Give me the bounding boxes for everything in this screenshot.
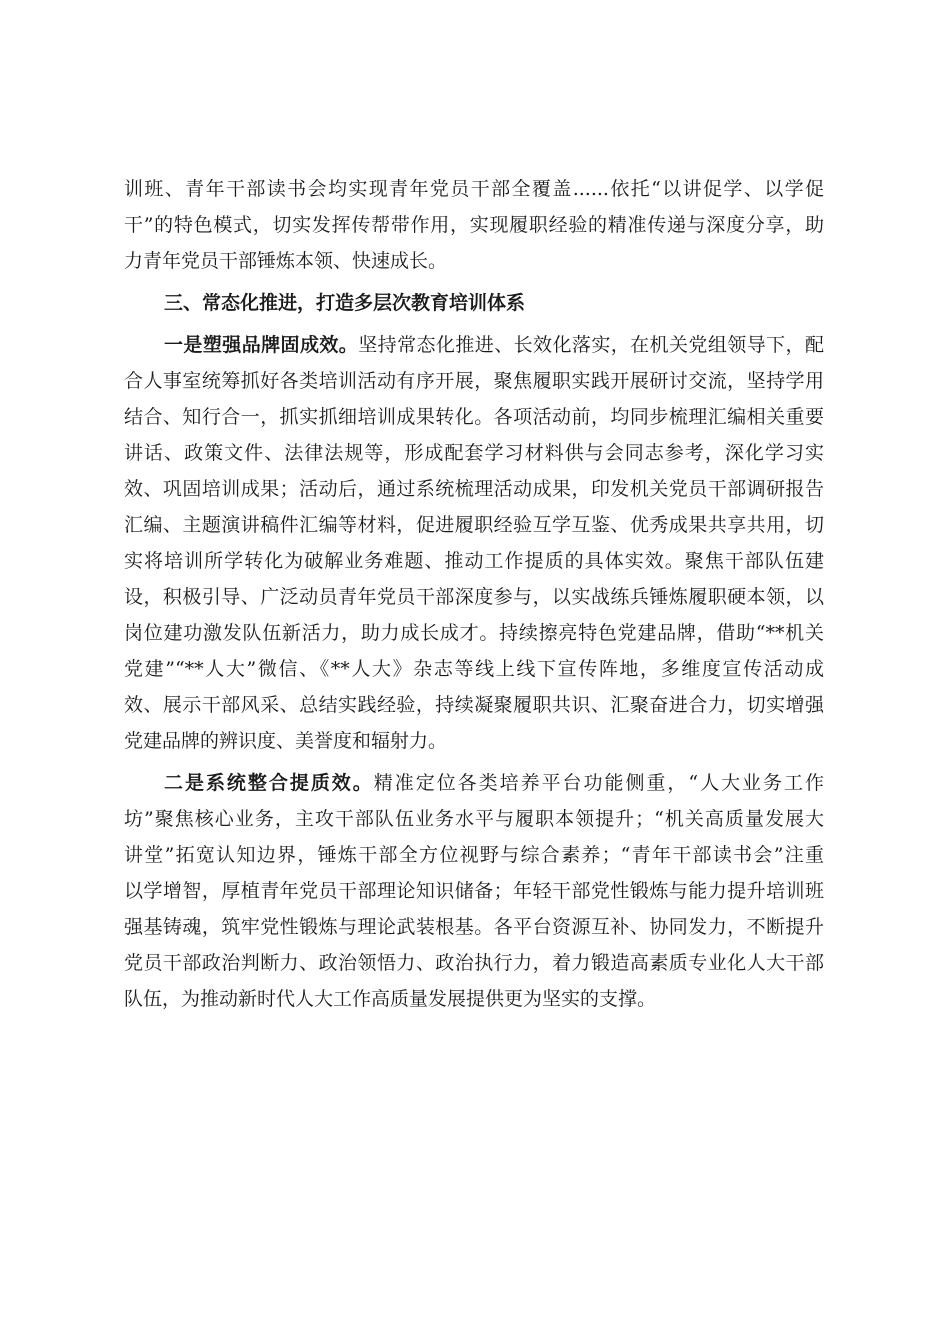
text-line: 力青年党员干部锤炼本领、快速成长。 xyxy=(124,250,448,272)
text-line: 效、展示干部风采、总结实践经验，持续凝聚履职共识、汇聚奋进合力，切实增强 xyxy=(124,694,824,716)
paragraph-first-line xyxy=(124,327,824,363)
paragraph-first-line-text: 精准定位各类培养平台功能侧重，“人大业务工作 xyxy=(373,772,824,794)
text-line: 岗位建功激发队伍新活力，助力成长成才。持续擦亮特色党建品牌，借助“**机关 xyxy=(124,622,824,644)
document-page xyxy=(124,171,824,1017)
section-heading: 三、常态化推进，打造多层次教育培训体系 xyxy=(164,292,526,314)
text-line: 以学增智，厚植青年党员干部理论知识储备；年轻干部党性锻炼与能力提升培训班 xyxy=(124,880,824,902)
text-line: 效、巩固培训成果；活动后，通过系统梳理活动成果，印发机关党员干部调研报告 xyxy=(124,478,824,500)
paragraph-first-line-text: 坚持常态化推进、长效化落实，在机关党组领导下，配 xyxy=(358,334,824,356)
text-line: 党建品牌的辨识度、美誉度和辐射力。 xyxy=(124,730,448,752)
paragraph-lead: 二是系统整合提质效。 xyxy=(164,772,374,794)
paragraph-lead: 一是塑强品牌固成效。 xyxy=(164,334,359,356)
text-line: 干”的特色模式，切实发挥传帮带作用，实现履职经验的精准传递与深度分享，助 xyxy=(124,214,824,236)
text-line: 党员干部政治判断力、政治领悟力、政治执行力，着力锻造高素质专业化人大干部 xyxy=(124,952,824,974)
text-line: 坊”聚焦核心业务，主攻干部队伍业务水平与履职本领提升；“机关高质量发展大 xyxy=(124,808,824,830)
paragraph-first-line xyxy=(124,765,824,801)
text-line: 队伍，为推动新时代人大工作高质量发展提供更为坚实的支撑。 xyxy=(124,988,657,1010)
text-line: 训班、青年干部读书会均实现青年党员干部全覆盖......依托“以讲促学、以学促 xyxy=(124,178,824,200)
text-line: 实将培训所学转化为破解业务难题、推动工作提质的具体实效。聚焦干部队伍建 xyxy=(124,550,824,572)
paragraph-integration xyxy=(124,765,824,1017)
text-line: 汇编、主题演讲稿件汇编等材料，促进履职经验互学互鉴、优秀成果共享共用，切 xyxy=(124,514,824,536)
text-line: 设，积极引导、广泛动员青年党员干部深度参与，以实战练兵锤炼履职硬本领，以 xyxy=(124,586,824,608)
text-line: 党建”“**人大”微信、《**人大》杂志等线上线下宣传阵地，多维度宣传活动成 xyxy=(124,658,824,680)
intro-paragraph xyxy=(124,171,824,279)
text-line: 强基铸魂，筑牢党性锻炼与理论武装根基。各平台资源互补、协同发力，不断提升 xyxy=(124,916,824,938)
paragraph-brand xyxy=(124,327,824,759)
text-line: 结合、知行合一，抓实抓细培训成果转化。各项活动前，均同步梳理汇编相关重要 xyxy=(124,406,824,428)
text-line: 合人事室统筹抓好各类培训活动有序开展，聚焦履职实践开展研讨交流，坚持学用 xyxy=(124,370,824,392)
text-line: 讲话、政策文件、法律法规等，形成配套学习材料供与会同志参考，深化学习实 xyxy=(124,442,824,464)
text-line: 讲堂”拓宽认知边界，锤炼干部全方位视野与综合素养；“青年干部读书会”注重 xyxy=(124,844,824,866)
